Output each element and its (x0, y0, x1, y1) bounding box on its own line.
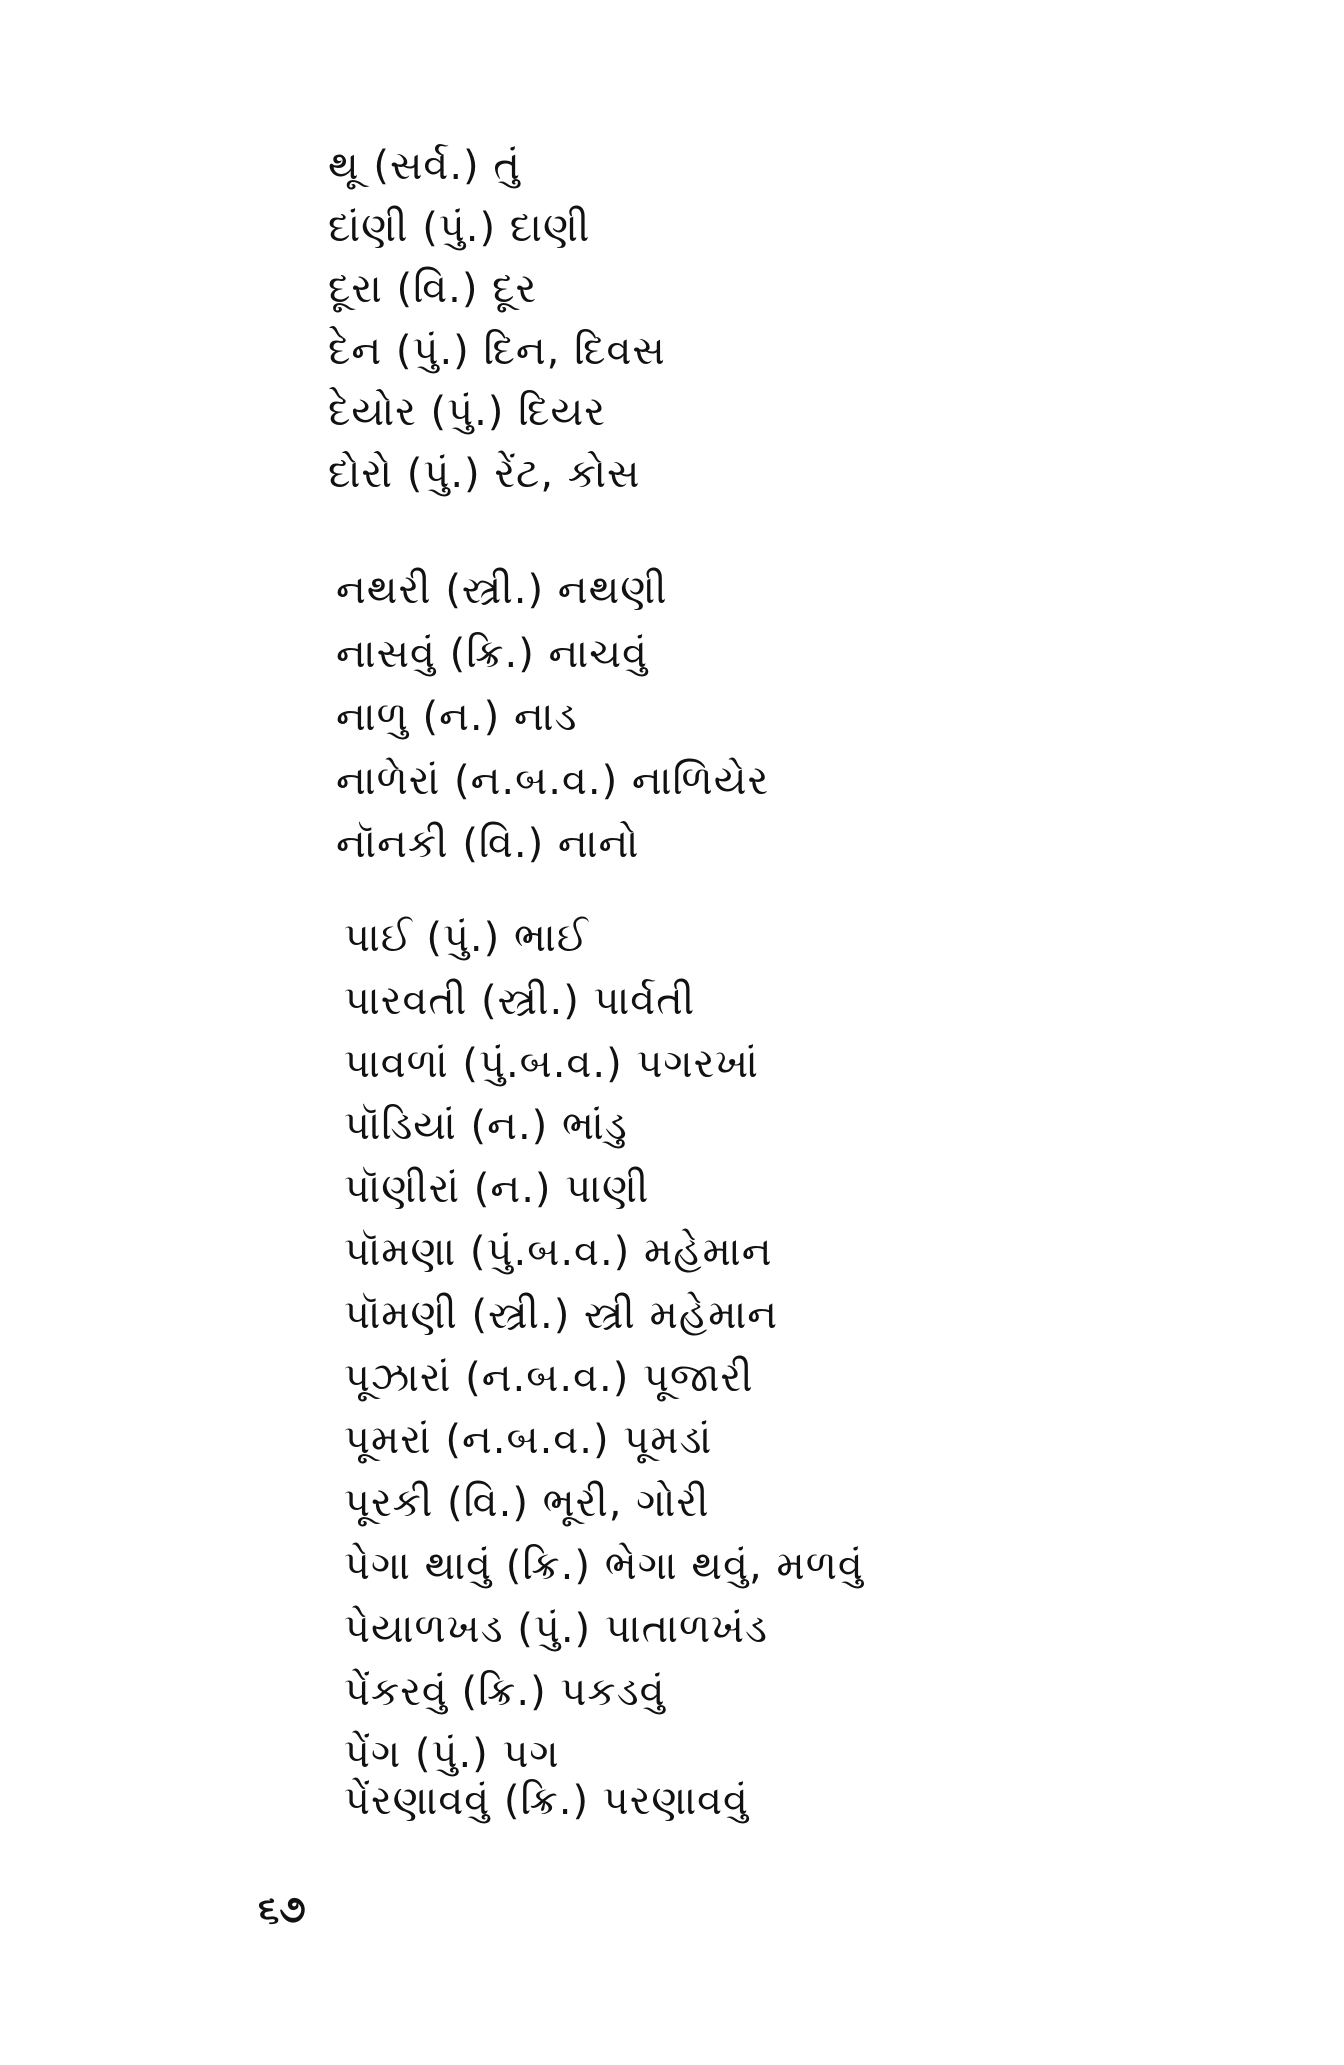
glossary-entry: પૉમણા (પું.બ.વ.) મહેમાન (344, 1228, 773, 1275)
glossary-entry: નથરી (સ્ત્રી.) નથણી (336, 567, 668, 613)
glossary-entry: પાઈ (પું.) ભાઈ (344, 915, 589, 961)
glossary-section-2 (336, 567, 770, 888)
glossary-entry: દેયોર (પું.) દિયર (328, 389, 606, 435)
page-number: ૬૭ (258, 1887, 306, 1931)
glossary-entry: પેગા થાવું (ક્રિ.) ભેગા થવું, મળવું (344, 1542, 864, 1589)
glossary-entry: પૂરકી (વિ.) ભૂરી, ગોરી (344, 1480, 710, 1527)
glossary-entry: પૉણીરાં (ન.) પાણી (344, 1166, 650, 1213)
glossary-entry: પૂમરાં (ન.બ.વ.) પૂમડાં (344, 1417, 713, 1464)
glossary-entry: પૂઝારાં (ન.બ.વ.) પૂજારી (344, 1354, 754, 1401)
glossary-entry: નાસવું (ક્રિ.) નાચવું (336, 630, 649, 677)
glossary-entry: પેંગ (પું.) પગ (344, 1731, 560, 1778)
glossary-entry: નાળુ (ન.) નાડ (336, 694, 578, 740)
glossary-entry: પેંકરવું (ક્રિ.) પકડવું (344, 1668, 666, 1715)
glossary-entry: પૉમણી (સ્ત્રી.) સ્ત્રી મહેમાન (344, 1291, 779, 1338)
glossary-entry: દૂરા (વિ.) દૂર (328, 266, 538, 312)
glossary-entry: દોરો (પું.) રેંટ, કોસ (328, 450, 641, 497)
glossary-entry: દાંણી (પું.) દાણી (328, 204, 591, 251)
glossary-entry: પારવતી (સ્ત્રી.) પાર્વતી (344, 977, 696, 1024)
glossary-section-3 (344, 915, 864, 1844)
glossary-entry: પૉડિયાં (ન.) ભાંડુ (344, 1103, 628, 1150)
glossary-entry: દેન (પું.) દિન, દિવસ (328, 327, 666, 374)
glossary-entry: પેયાળખડ (પું.) પાતાળખંડ (344, 1605, 768, 1652)
glossary-entry: પેંરણાવવું (ક્રિ.) પરણાવવું (344, 1778, 749, 1825)
glossary-entry: થૂ (સર્વ.) તું (328, 143, 521, 189)
glossary-entry: નૉનકી (વિ.) નાનો (336, 821, 640, 867)
glossary-entry: પાવળાં (પું.બ.વ.) પગરખાં (344, 1040, 759, 1087)
glossary-section-1 (328, 143, 666, 515)
glossary-entry: નાળેરાં (ન.બ.વ.) નાળિયેર (336, 757, 770, 804)
